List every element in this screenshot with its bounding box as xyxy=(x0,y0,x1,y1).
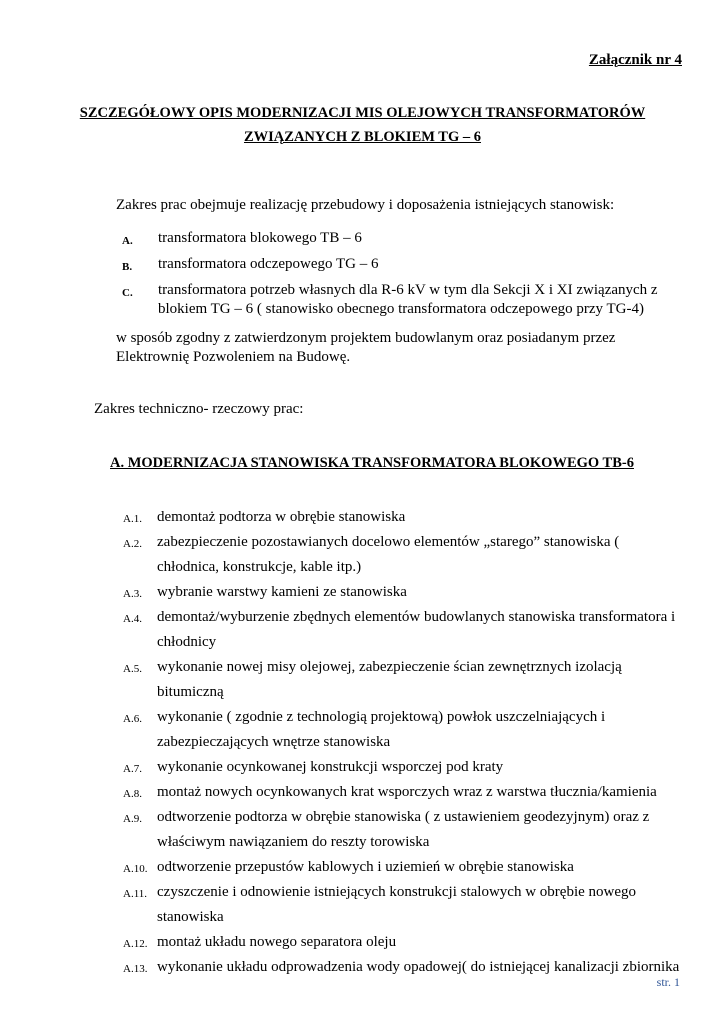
list-item-text: transformatora odczepowego TG – 6 xyxy=(158,256,379,272)
list-item-text: odtworzenie przepustów kablowych i uziemień w obrębie stanowiska xyxy=(157,859,574,875)
list-item-number: A.13. xyxy=(123,963,148,975)
list-item xyxy=(123,955,683,980)
list-item-text: demontaż podtorza w obrębie stanowiska xyxy=(157,509,406,525)
list-item-number: A.1. xyxy=(123,513,142,525)
list-item xyxy=(123,855,683,880)
list-item-text: wybranie warstwy kamieni ze stanowiska xyxy=(157,584,407,600)
list-item-number: A.11. xyxy=(123,888,148,900)
list-item xyxy=(123,805,683,855)
list-item xyxy=(123,880,683,930)
section-a-heading: A. MODERNIZACJA STANOWISKA TRANSFORMATORA BLOKOWEGO TB-6 xyxy=(110,455,634,471)
list-item-number: A.6. xyxy=(123,713,142,725)
list-item-text: wykonanie ( zgodnie z technologią projektową) powłok uszczelniających i zabezpieczających wnętrze stanowiska xyxy=(157,709,606,750)
intro-paragraph: Zakres prac obejmuje realizację przebudowy i doposażenia istniejących stanowisk: xyxy=(116,197,615,213)
list-item-text: demontaż/wyburzenie zbędnych elementów budowlanych stanowiska transformatora i chłodnicy xyxy=(157,609,676,650)
list-item-text: montaż układu nowego separatora oleju xyxy=(157,934,397,950)
list-item xyxy=(123,580,683,605)
document-title-line-2: ZWIĄZANYCH Z BLOKIEM TG – 6 xyxy=(243,129,481,145)
list-item-number: A.12. xyxy=(123,938,148,950)
list-item-text: wykonanie nowej misy olejowej, zabezpieczenie ścian zewnętrznych izolacją bitumiczną xyxy=(157,659,622,700)
list-item-text: czyszczenie i odnowienie istniejących konstrukcji stalowych w obrębie nowego stanowiska xyxy=(157,884,637,925)
list-item xyxy=(123,930,683,955)
list-item xyxy=(123,655,683,705)
list-item-letter: B. xyxy=(122,261,133,273)
stands-list xyxy=(116,229,676,326)
document-title-line-1: SZCZEGÓŁOWY OPIS MODERNIZACJI MIS OLEJOWYCH TRANSFORMATORÓW xyxy=(79,105,646,121)
list-item xyxy=(123,755,683,780)
list-item-text: montaż nowych ocynkowanych krat wsporczych wraz z warstwa tłucznia/kamienia xyxy=(157,784,657,800)
list-item-number: A.4. xyxy=(123,613,142,625)
list-item xyxy=(123,505,683,530)
list-item xyxy=(123,780,683,805)
list-item-text: transformatora potrzeb własnych dla R-6 kV w tym dla Sekcji X i XI związanych z blokiem TG – 6 ( stanowisko obecnego transformatora odczepowego przy TG-4) xyxy=(158,282,658,317)
conformity-paragraph: w sposób zgodny z zatwierdzonym projektem budowlanym oraz posiadanym przez Elektrownię Pozwoleniem na Budowę. xyxy=(116,330,616,365)
list-item xyxy=(123,530,683,580)
list-item xyxy=(116,229,676,248)
list-item-number: A.2. xyxy=(123,538,142,550)
list-item xyxy=(123,705,683,755)
annex-label: Załącznik nr 4 xyxy=(588,52,682,68)
list-item-number: A.3. xyxy=(123,588,142,600)
section-a-list xyxy=(123,505,683,980)
list-item-text: transformatora blokowego TB – 6 xyxy=(158,230,362,246)
scope-heading: Zakres techniczno- rzeczowy prac: xyxy=(94,401,304,417)
page-number: str. 1 xyxy=(656,975,680,989)
list-item-number: A.9. xyxy=(123,813,142,825)
list-item-text: wykonanie układu odprowadzenia wody opadowej( do istniejącej kanalizacji zbiornika xyxy=(157,959,680,975)
list-item xyxy=(123,605,683,655)
list-item-number: A.10. xyxy=(123,863,148,875)
list-item-number: A.7. xyxy=(123,763,142,775)
list-item-number: A.8. xyxy=(123,788,142,800)
list-item-letter: C. xyxy=(122,287,133,299)
list-item-text: zabezpieczenie pozostawianych docelowo elementów „starego” stanowiska ( chłodnica, konstrukcje, kable itp.) xyxy=(157,534,620,575)
list-item-letter: A. xyxy=(122,235,133,247)
list-item-number: A.5. xyxy=(123,663,142,675)
list-item-text: wykonanie ocynkowanej konstrukcji wsporczej pod kraty xyxy=(157,759,504,775)
list-item xyxy=(116,255,676,274)
list-item-text: odtworzenie podtorza w obrębie stanowiska ( z ustawieniem geodezyjnym) oraz z właściwym nawiązaniem do reszty torowiska xyxy=(157,809,650,850)
list-item xyxy=(116,281,676,319)
